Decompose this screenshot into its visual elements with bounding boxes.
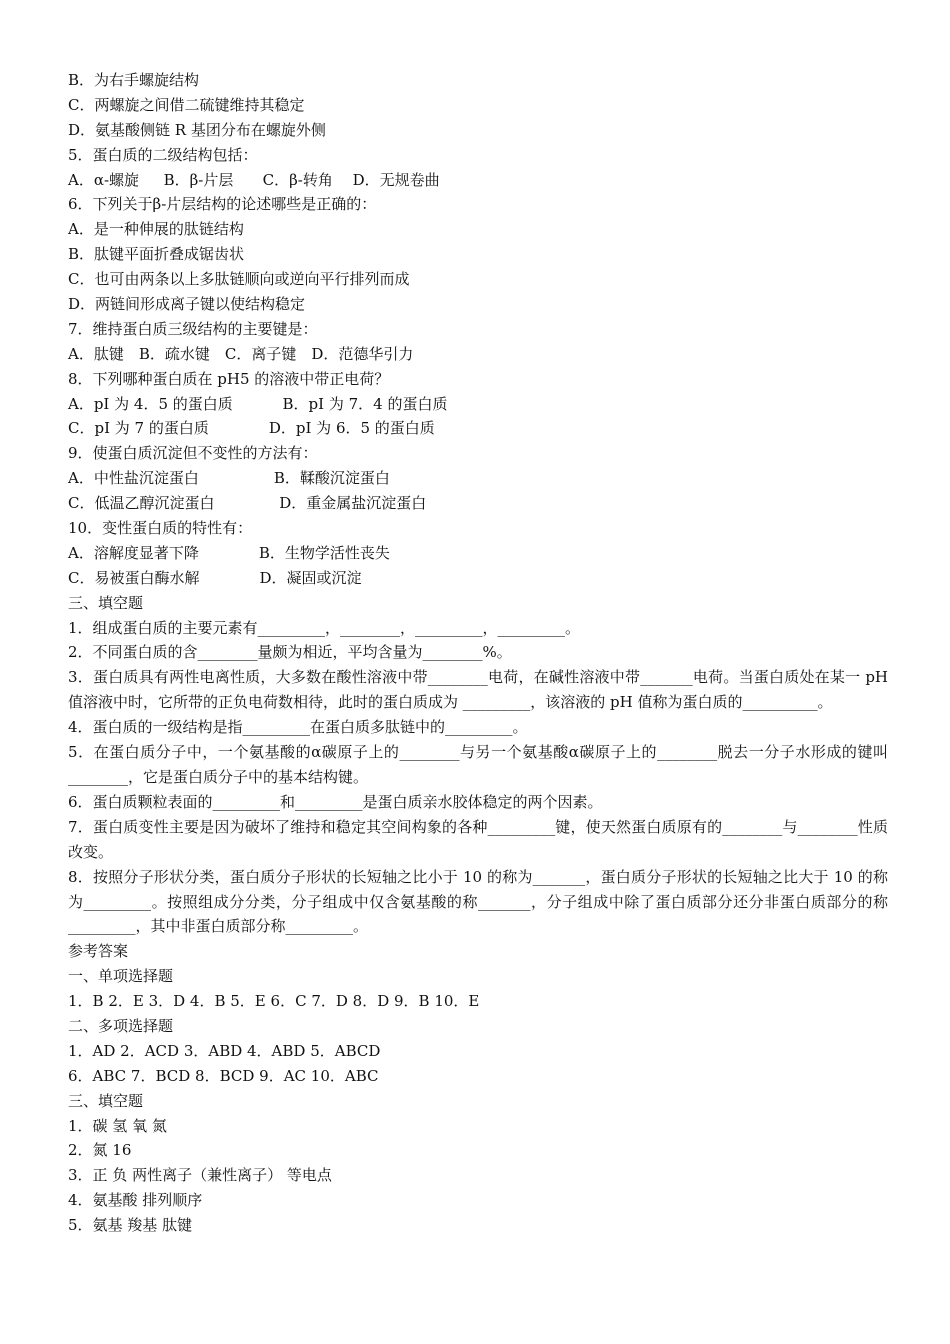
question-10-options-ab: A．溶解度显著下降 B．生物学活性丧失 [68,543,390,562]
answer-fill-in-4: 4．氨基酸 排列顺序 [68,1191,203,1210]
answers-heading: 参考答案 [68,942,129,961]
answer-fill-in-5: 5．氨基 羧基 肽键 [68,1216,193,1235]
question-5-options: A．α-螺旋 B．β-片层 C．β-转角 D．无规卷曲 [68,170,440,189]
question-6-option-a: A．是一种伸展的肽链结构 [68,220,244,239]
question-10: 10．变性蛋白质的特性有： [68,519,253,538]
question-7-options: A．肽键 B．疏水键 C．离子键 D．范德华引力 [68,344,414,363]
question-6-option-d: D．两链间形成离子键以使结构稳定 [68,295,306,314]
answer-fill-in-1: 1．碳 氢 氧 氮 [68,1116,167,1135]
question-9-options-ab: A．中性盐沉淀蛋白 B．鞣酸沉淀蛋白 [68,469,390,488]
question-5: 5．蛋白质的二级结构包括： [68,145,258,164]
question-8: 8．下列哪种蛋白质在 pH5 的溶液中带正电荷？ [68,369,390,388]
option-c-disulfide: C．两螺旋之间借二硫键维持其稳定 [68,95,305,114]
question-8-options-cd: C．pI 为 7 的蛋白质 D．pI 为 6．5 的蛋白质 [68,419,435,438]
question-10-options-cd: C．易被蛋白酶水解 D．凝固或沉淀 [68,568,362,587]
question-6: 6．下列关于β-片层结构的论述哪些是正确的： [68,195,377,214]
answer-fill-in-3: 3．正 负 两性离子（兼性离子） 等电点 [68,1166,332,1185]
question-7: 7．维持蛋白质三级结构的主要键是： [68,319,318,338]
fill-in-5: 5．在蛋白质分子中，一个氨基酸的α碳原子上的________与另一个氨基酸α碳原子上的________脱去一分子水形成的键叫________，它是蛋白质分子中的基本结构键。 [68,743,888,786]
fill-in-4: 4．蛋白质的一级结构是指_________在蛋白质多肽链中的_________。 [68,718,528,737]
question-6-option-c: C．也可由两条以上多肽链顺向或逆向平行排列而成 [68,270,410,289]
fill-in-6: 6．蛋白质颗粒表面的_________和_________是蛋白质亲水胶体稳定的两个因素。 [68,792,603,811]
answers-single-choice: 1．B 2．E 3．D 4．B 5．E 6．C 7．D 8．D 9．B 10．E [68,992,480,1011]
question-6-option-b: B．肽键平面折叠成锯齿状 [68,245,245,264]
option-d-r-groups: D．氨基酸侧链 R 基团分布在螺旋外侧 [68,120,326,139]
fill-in-8: 8．按照分子形状分类，蛋白质分子形状的长短轴之比小于 10 的称为_______，蛋白质分子形状的长短轴之比大于 10 的称为_________。按照组成分分类，分子组成中仅含氨基酸的称_______，分子组成中除了蛋白质部分还分非蛋白质部分的称_________，其中非蛋白质部分称_________。 [68,867,888,936]
question-8-options-ab: A．pI 为 4．5 的蛋白质 B．pI 为 7．4 的蛋白质 [68,394,448,413]
fill-in-7: 7．蛋白质变性主要是因为破坏了维持和稳定其空间构象的各种_________键，使天然蛋白质原有的________与________性质改变。 [68,817,888,861]
section-fill-in-heading: 三、填空题 [68,593,144,612]
fill-in-3: 3．蛋白质具有两性电离性质，大多数在酸性溶液中带________电荷，在碱性溶液中带_______电荷。当蛋白质处在某一 pH 值溶液中时，它所带的正负电荷数相待，此时的蛋白质成为 _________，该溶液的 pH 值称为蛋白质的__________。 [68,668,893,712]
answers-fill-in-heading: 三、填空题 [68,1091,144,1110]
answers-multi-choice-6-10: 6．ABC 7．BCD 8．BCD 9．AC 10．ABC [68,1066,379,1085]
fill-in-1: 1．组成蛋白质的主要元素有_________，________，_________，_________。 [68,618,581,637]
answers-multi-choice-1-5: 1．AD 2．ACD 3．ABD 4．ABD 5．ABCD [68,1041,381,1060]
document-page [68,68,893,1238]
fill-in-2: 2．不同蛋白质的含________量颇为相近，平均含量为________%。 [68,643,512,662]
option-b-right-helix: B．为右手螺旋结构 [68,71,200,89]
answers-single-choice-heading: 一、单项选择题 [68,967,174,986]
question-9: 9．使蛋白质沉淀但不变性的方法有： [68,444,318,463]
answers-multi-choice-heading: 二、多项选择题 [68,1016,174,1035]
question-9-options-cd: C．低温乙醇沉淀蛋白 D．重金属盐沉淀蛋白 [68,494,427,513]
answer-fill-in-2: 2．氮 16 [68,1141,132,1160]
